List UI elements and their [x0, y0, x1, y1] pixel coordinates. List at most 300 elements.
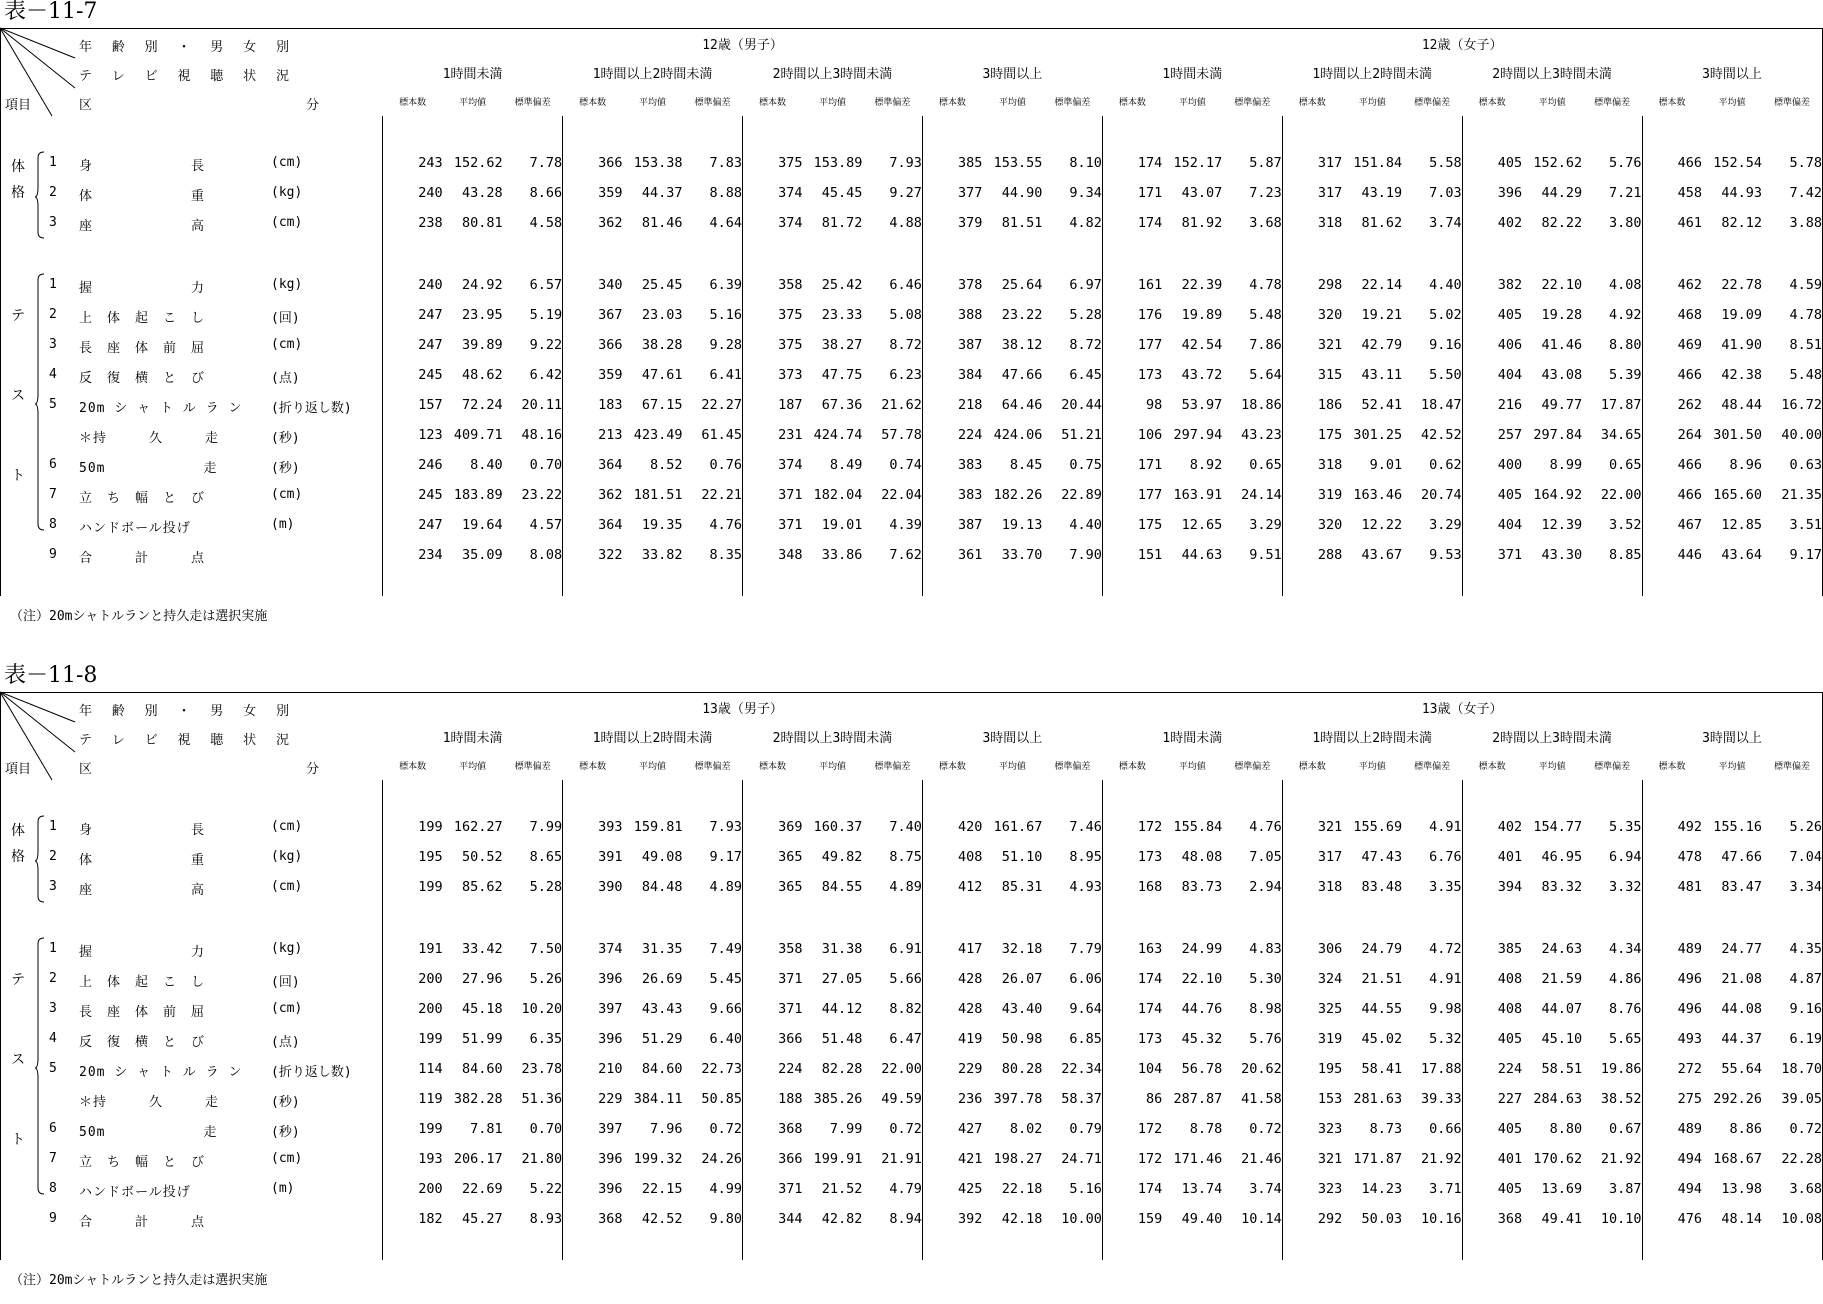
value-cell: 19.21: [1361, 307, 1403, 323]
value-cell: 4.89: [709, 879, 742, 895]
value-cell: 174: [1102, 994, 1162, 1024]
value-cell: 4.99: [709, 1181, 742, 1197]
table-row: [1, 994, 1823, 1024]
value-cell: 243: [383, 148, 443, 178]
group-header: 13歳（女子）: [1102, 693, 1822, 723]
row-label: [1, 178, 383, 208]
value-cell: 9.22: [529, 337, 563, 353]
value-cell: 5.87: [1249, 155, 1282, 171]
value-cell: 9.53: [1429, 547, 1462, 563]
value-cell: 306: [1282, 934, 1342, 964]
value-cell: 26.69: [641, 971, 683, 987]
value-cell: 44.08: [1721, 1001, 1762, 1017]
value-cell: 22.89: [1061, 487, 1102, 503]
stat-header: 平均値: [1538, 762, 1566, 772]
value-cell: 9.27: [889, 185, 922, 201]
table-row: [1, 934, 1823, 964]
value-cell: 4.34: [1609, 941, 1642, 957]
value-cell: 83.47: [1721, 879, 1762, 895]
value-cell: 385: [1462, 934, 1522, 964]
table-row: [1, 330, 1823, 360]
value-cell: 469: [1642, 330, 1702, 360]
value-cell: 44.29: [1541, 185, 1583, 201]
value-cell: 13.69: [1541, 1181, 1583, 1197]
value-cell: 374: [563, 934, 623, 964]
item-number: 5: [49, 1061, 57, 1076]
value-cell: 5.30: [1249, 971, 1282, 987]
value-cell: 182: [383, 1204, 443, 1234]
item-number: 5: [49, 397, 57, 412]
value-cell: 8.76: [1609, 1001, 1642, 1017]
value-cell: 466: [1642, 480, 1702, 510]
value-cell: 24.14: [1241, 487, 1282, 503]
value-cell: 41.46: [1541, 337, 1583, 353]
table-row: [1, 1204, 1823, 1234]
value-cell: 19.86: [1600, 1061, 1642, 1077]
value-cell: 3.74: [1249, 1181, 1282, 1197]
value-cell: 152.62: [453, 155, 503, 171]
value-cell: 8.72: [1069, 337, 1102, 353]
value-cell: 368: [1462, 1204, 1522, 1234]
value-cell: 152.62: [1533, 155, 1583, 171]
subgroup-header: 1時間未満: [1162, 731, 1223, 746]
value-cell: 384: [922, 360, 982, 390]
value-cell: 12.22: [1361, 517, 1403, 533]
value-cell: 8.65: [529, 849, 563, 865]
value-cell: 404: [1462, 360, 1522, 390]
stat-header: 標準偏差: [1234, 98, 1271, 108]
value-cell: 153.89: [813, 155, 863, 171]
table-row: [1, 1054, 1823, 1084]
item-unit: (回): [271, 311, 300, 326]
value-cell: 173: [1102, 842, 1162, 872]
stat-header: 標準偏差: [694, 762, 731, 772]
item-unit: (秒): [271, 431, 300, 446]
stat-header: 平均値: [459, 762, 487, 772]
value-cell: 5.02: [1429, 307, 1462, 323]
value-cell: 8.86: [1729, 1121, 1762, 1137]
value-cell: 39.05: [1762, 1084, 1823, 1114]
item-unit: (cm): [271, 879, 303, 894]
table-row: [1, 390, 1823, 420]
value-cell: 402: [1462, 812, 1522, 842]
stat-header: 標本数: [1298, 98, 1326, 108]
value-cell: 23.95: [461, 307, 503, 323]
value-cell: 8.66: [529, 185, 563, 201]
value-cell: 157: [383, 390, 443, 420]
value-cell: 84.60: [461, 1061, 503, 1077]
value-cell: 231: [743, 420, 803, 450]
value-cell: 160.37: [813, 819, 863, 835]
data-table: [0, 692, 1823, 1260]
value-cell: 39.89: [461, 337, 503, 353]
value-cell: 297.84: [1533, 427, 1583, 443]
value-cell: 17.87: [1600, 397, 1642, 413]
value-cell: 22.18: [1001, 1181, 1043, 1197]
value-cell: 3.35: [1429, 879, 1462, 895]
value-cell: 171.46: [1173, 1151, 1223, 1167]
value-cell: 229: [922, 1054, 982, 1084]
item-unit: (m): [271, 1181, 295, 1196]
value-cell: 424.74: [813, 427, 863, 443]
value-cell: 171: [1102, 178, 1162, 208]
value-cell: 224: [1462, 1054, 1522, 1084]
value-cell: 3.29: [1249, 517, 1282, 533]
value-cell: 83.32: [1541, 879, 1583, 895]
value-cell: 22.04: [881, 487, 922, 503]
value-cell: 478: [1642, 842, 1702, 872]
stat-header: 標準偏差: [514, 762, 551, 772]
value-cell: 48.44: [1721, 397, 1762, 413]
value-cell: 152.54: [1713, 155, 1762, 171]
stat-header: 標準偏差: [694, 98, 731, 108]
value-cell: 64.46: [1001, 397, 1043, 413]
value-cell: 170.62: [1533, 1151, 1583, 1167]
item-number: 3: [49, 879, 57, 894]
value-cell: 385.26: [813, 1091, 863, 1107]
value-cell: 81.51: [1001, 215, 1043, 231]
value-cell: 8.51: [1762, 330, 1823, 360]
row-label: [1, 1144, 383, 1174]
value-cell: 27.96: [461, 971, 503, 987]
value-cell: 419: [922, 1024, 982, 1054]
value-cell: 7.49: [709, 941, 742, 957]
value-cell: 7.62: [889, 547, 922, 563]
value-cell: 8.75: [889, 849, 922, 865]
value-cell: 8.82: [889, 1001, 922, 1017]
value-cell: 229: [563, 1084, 623, 1114]
value-cell: 10.14: [1241, 1211, 1282, 1227]
value-cell: 371: [1462, 540, 1522, 570]
value-cell: 371: [743, 510, 803, 540]
row-label: [1, 964, 383, 994]
value-cell: 368: [563, 1204, 623, 1234]
value-cell: 287.87: [1173, 1091, 1223, 1107]
value-cell: 42.79: [1361, 337, 1403, 353]
table-row: [1, 964, 1823, 994]
value-cell: 6.85: [1069, 1031, 1102, 1047]
item-number: 2: [49, 185, 57, 200]
row-label: [1, 450, 383, 480]
table-block-1: [0, 0, 1823, 640]
value-cell: 4.40: [1429, 277, 1462, 293]
value-cell: 9.34: [1069, 185, 1102, 201]
item-unit: (cm): [271, 215, 303, 230]
value-cell: 8.10: [1069, 155, 1102, 171]
value-cell: 367: [563, 300, 623, 330]
value-cell: 6.45: [1069, 367, 1102, 383]
value-cell: 348: [743, 540, 803, 570]
tv-viewing-label: テ レ ビ 視 聴 状 況: [79, 733, 295, 748]
value-cell: 374: [743, 178, 803, 208]
value-cell: 43.64: [1721, 547, 1762, 563]
value-cell: 5.22: [529, 1181, 563, 1197]
value-cell: 81.92: [1181, 215, 1223, 231]
value-cell: 177: [1102, 480, 1162, 510]
value-cell: 43.72: [1181, 367, 1223, 383]
value-cell: 45.27: [461, 1211, 503, 1227]
value-cell: 7.86: [1249, 337, 1282, 353]
value-cell: 10.16: [1421, 1211, 1462, 1227]
item-number: 8: [49, 1181, 57, 1196]
value-cell: 18.47: [1421, 397, 1462, 413]
value-cell: 199: [383, 812, 443, 842]
item-unit: (cm): [271, 487, 303, 502]
value-cell: 153: [1282, 1084, 1342, 1114]
value-cell: 446: [1642, 540, 1702, 570]
value-cell: 19.13: [1001, 517, 1043, 533]
value-cell: 320: [1282, 510, 1342, 540]
value-cell: 84.60: [641, 1061, 683, 1077]
value-cell: 6.91: [889, 941, 922, 957]
value-cell: 292.26: [1713, 1091, 1762, 1107]
value-cell: 408: [1462, 994, 1522, 1024]
value-cell: 163.91: [1173, 487, 1223, 503]
value-cell: 224: [743, 1054, 803, 1084]
value-cell: 191: [383, 934, 443, 964]
item-number: 3: [49, 337, 57, 352]
value-cell: 12.39: [1541, 517, 1583, 533]
stat-header: 標準偏差: [1234, 762, 1271, 772]
value-cell: 7.05: [1249, 849, 1282, 865]
value-cell: 84.55: [821, 879, 863, 895]
ku-label: 区: [79, 762, 93, 777]
table-row: [1, 270, 1823, 300]
subgroup-header: 2時間以上3時間未満: [772, 67, 893, 82]
value-cell: 366: [563, 330, 623, 360]
value-cell: 4.78: [1249, 277, 1282, 293]
value-cell: 6.06: [1069, 971, 1102, 987]
value-cell: 0.65: [1249, 457, 1282, 473]
diagonal-lines: [0, 692, 140, 782]
value-cell: 8.88: [709, 185, 742, 201]
value-cell: 200: [383, 994, 443, 1024]
value-cell: 181.51: [633, 487, 683, 503]
value-cell: 390: [563, 872, 623, 902]
value-cell: 155.84: [1173, 819, 1223, 835]
value-cell: 5.48: [1762, 360, 1823, 390]
value-cell: 20.74: [1421, 487, 1462, 503]
value-cell: 224: [922, 420, 982, 450]
value-cell: 359: [563, 360, 623, 390]
value-cell: 187: [743, 390, 803, 420]
stat-header: 標本数: [579, 98, 607, 108]
value-cell: 171.87: [1353, 1151, 1403, 1167]
value-cell: 163.46: [1353, 487, 1403, 503]
row-label: [1, 1054, 383, 1084]
value-cell: 240: [383, 270, 443, 300]
value-cell: 358: [743, 270, 803, 300]
value-cell: 22.10: [1541, 277, 1583, 293]
value-cell: 173: [1102, 1024, 1162, 1054]
value-cell: 366: [743, 1144, 803, 1174]
value-cell: 5.50: [1429, 367, 1462, 383]
value-cell: 0.72: [889, 1121, 922, 1137]
value-cell: 22.34: [1061, 1061, 1102, 1077]
value-cell: 153.55: [993, 155, 1043, 171]
item-name: 長 座 体 前 屈: [79, 341, 206, 356]
value-cell: 47.66: [1721, 849, 1762, 865]
row-label: [1, 1114, 383, 1144]
value-cell: 22.14: [1361, 277, 1403, 293]
value-cell: 32.18: [1001, 941, 1043, 957]
value-cell: 16.72: [1762, 390, 1823, 420]
value-cell: 7.81: [470, 1121, 503, 1137]
value-cell: 168.67: [1713, 1151, 1762, 1167]
stat-header: 標本数: [758, 98, 786, 108]
item-name: ＊持 久 走: [79, 1095, 220, 1110]
value-cell: 7.90: [1069, 547, 1102, 563]
value-cell: 49.82: [821, 849, 863, 865]
item-name: 身 長: [79, 823, 206, 838]
value-cell: 53.97: [1181, 397, 1223, 413]
table-row: [1, 812, 1823, 842]
value-cell: 33.42: [461, 941, 503, 957]
subgroup-header: 2時間以上3時間未満: [1492, 67, 1612, 82]
value-cell: 19.01: [821, 517, 863, 533]
value-cell: 6.57: [529, 277, 563, 293]
value-cell: 245: [383, 480, 443, 510]
item-number: 2: [49, 307, 57, 322]
value-cell: 325: [1282, 994, 1342, 1024]
value-cell: 394: [1462, 872, 1522, 902]
value-cell: 5.19: [529, 307, 563, 323]
value-cell: 7.93: [709, 819, 742, 835]
item-name: 20m シ ャ ト ル ラ ン: [79, 1065, 243, 1080]
value-cell: 396: [563, 964, 623, 994]
item-number: 2: [49, 849, 57, 864]
value-cell: 408: [1462, 964, 1522, 994]
value-cell: 22.15: [641, 1181, 683, 1197]
value-cell: 246: [383, 450, 443, 480]
value-cell: 44.12: [821, 1001, 863, 1017]
value-cell: 5.78: [1762, 148, 1823, 178]
value-cell: 98: [1102, 390, 1162, 420]
value-cell: 4.08: [1609, 277, 1642, 293]
value-cell: 188: [743, 1084, 803, 1114]
value-cell: 496: [1642, 964, 1702, 994]
value-cell: 67.36: [821, 397, 863, 413]
value-cell: 6.40: [709, 1031, 742, 1047]
value-cell: 3.74: [1429, 215, 1462, 231]
item-name: 50m 走: [79, 1125, 218, 1140]
item-name: 反 復 横 と び: [79, 371, 206, 386]
value-cell: 6.47: [889, 1031, 922, 1047]
value-cell: 43.11: [1361, 367, 1403, 383]
value-cell: 183.89: [453, 487, 503, 503]
value-cell: 51.29: [641, 1031, 683, 1047]
value-cell: 84.48: [641, 879, 683, 895]
value-cell: 427: [922, 1114, 982, 1144]
value-cell: 9.16: [1762, 994, 1823, 1024]
item-name: 座 高: [79, 883, 206, 898]
value-cell: 8.73: [1369, 1121, 1403, 1137]
value-cell: 83.48: [1361, 879, 1403, 895]
row-label: [1, 360, 383, 390]
item-number: 1: [49, 277, 57, 292]
age-sex-label: 年 齢 別 ・ 男 女 別: [79, 40, 295, 55]
stat-header: 標本数: [1478, 762, 1506, 772]
row-label: [1, 1084, 383, 1114]
value-cell: 23.33: [821, 307, 863, 323]
value-cell: 41.58: [1241, 1091, 1282, 1107]
value-cell: 199.32: [633, 1151, 683, 1167]
value-cell: 361: [922, 540, 982, 570]
item-name: 50m 走: [79, 461, 218, 476]
value-cell: 183: [563, 390, 623, 420]
value-cell: 7.99: [829, 1121, 863, 1137]
value-cell: 406: [1462, 330, 1522, 360]
value-cell: 22.39: [1181, 277, 1223, 293]
stat-header: 平均値: [1178, 762, 1206, 772]
value-cell: 47.43: [1361, 849, 1403, 865]
stat-header: 標準偏差: [1414, 98, 1451, 108]
value-cell: 44.63: [1181, 547, 1223, 563]
value-cell: 236: [922, 1084, 982, 1114]
value-cell: 21.91: [881, 1151, 922, 1167]
value-cell: 159: [1102, 1204, 1162, 1234]
item-unit: (秒): [271, 1095, 300, 1110]
item-unit: (cm): [271, 155, 303, 170]
value-cell: 24.99: [1181, 941, 1223, 957]
value-cell: 195: [383, 842, 443, 872]
category-label: 体 格: [11, 159, 25, 201]
value-cell: 175: [1282, 420, 1342, 450]
item-unit: (折り返し数): [271, 401, 352, 416]
stat-header: 平均値: [998, 762, 1026, 772]
value-cell: 405: [1462, 148, 1522, 178]
value-cell: 216: [1462, 390, 1522, 420]
value-cell: 195: [1282, 1054, 1342, 1084]
value-cell: 42.54: [1181, 337, 1223, 353]
value-cell: 281.63: [1353, 1091, 1403, 1107]
value-cell: 4.88: [889, 215, 922, 231]
item-unit: (秒): [271, 461, 300, 476]
value-cell: 428: [922, 994, 982, 1024]
subgroup-header: 1時間以上2時間未満: [592, 67, 713, 82]
value-cell: 401: [1462, 842, 1522, 872]
row-label: [1, 994, 383, 1024]
value-cell: 81.72: [821, 215, 863, 231]
item-label: 項目: [5, 98, 32, 113]
value-cell: 4.89: [889, 879, 922, 895]
value-cell: 12.85: [1721, 517, 1762, 533]
item-unit: (cm): [271, 337, 303, 352]
value-cell: 423.49: [633, 427, 683, 443]
value-cell: 199: [383, 872, 443, 902]
item-unit: (回): [271, 975, 300, 990]
value-cell: 8.85: [1609, 547, 1642, 563]
value-cell: 3.29: [1429, 517, 1462, 533]
value-cell: 20.44: [1061, 397, 1102, 413]
value-cell: 173: [1102, 360, 1162, 390]
value-cell: 43.43: [641, 1001, 683, 1017]
value-cell: 21.59: [1541, 971, 1583, 987]
value-cell: 383: [922, 480, 982, 510]
item-unit: (kg): [271, 185, 303, 200]
value-cell: 364: [563, 510, 623, 540]
value-cell: 23.22: [1001, 307, 1043, 323]
value-cell: 3.34: [1762, 872, 1823, 902]
table-row: [1, 1024, 1823, 1054]
row-label: [1, 872, 383, 902]
value-cell: 46.95: [1541, 849, 1583, 865]
stat-header: 標本数: [1478, 98, 1506, 108]
stat-header: 平均値: [1178, 98, 1206, 108]
value-cell: 6.94: [1609, 849, 1642, 865]
table-row: [1, 360, 1823, 390]
value-cell: 9.98: [1429, 1001, 1462, 1017]
